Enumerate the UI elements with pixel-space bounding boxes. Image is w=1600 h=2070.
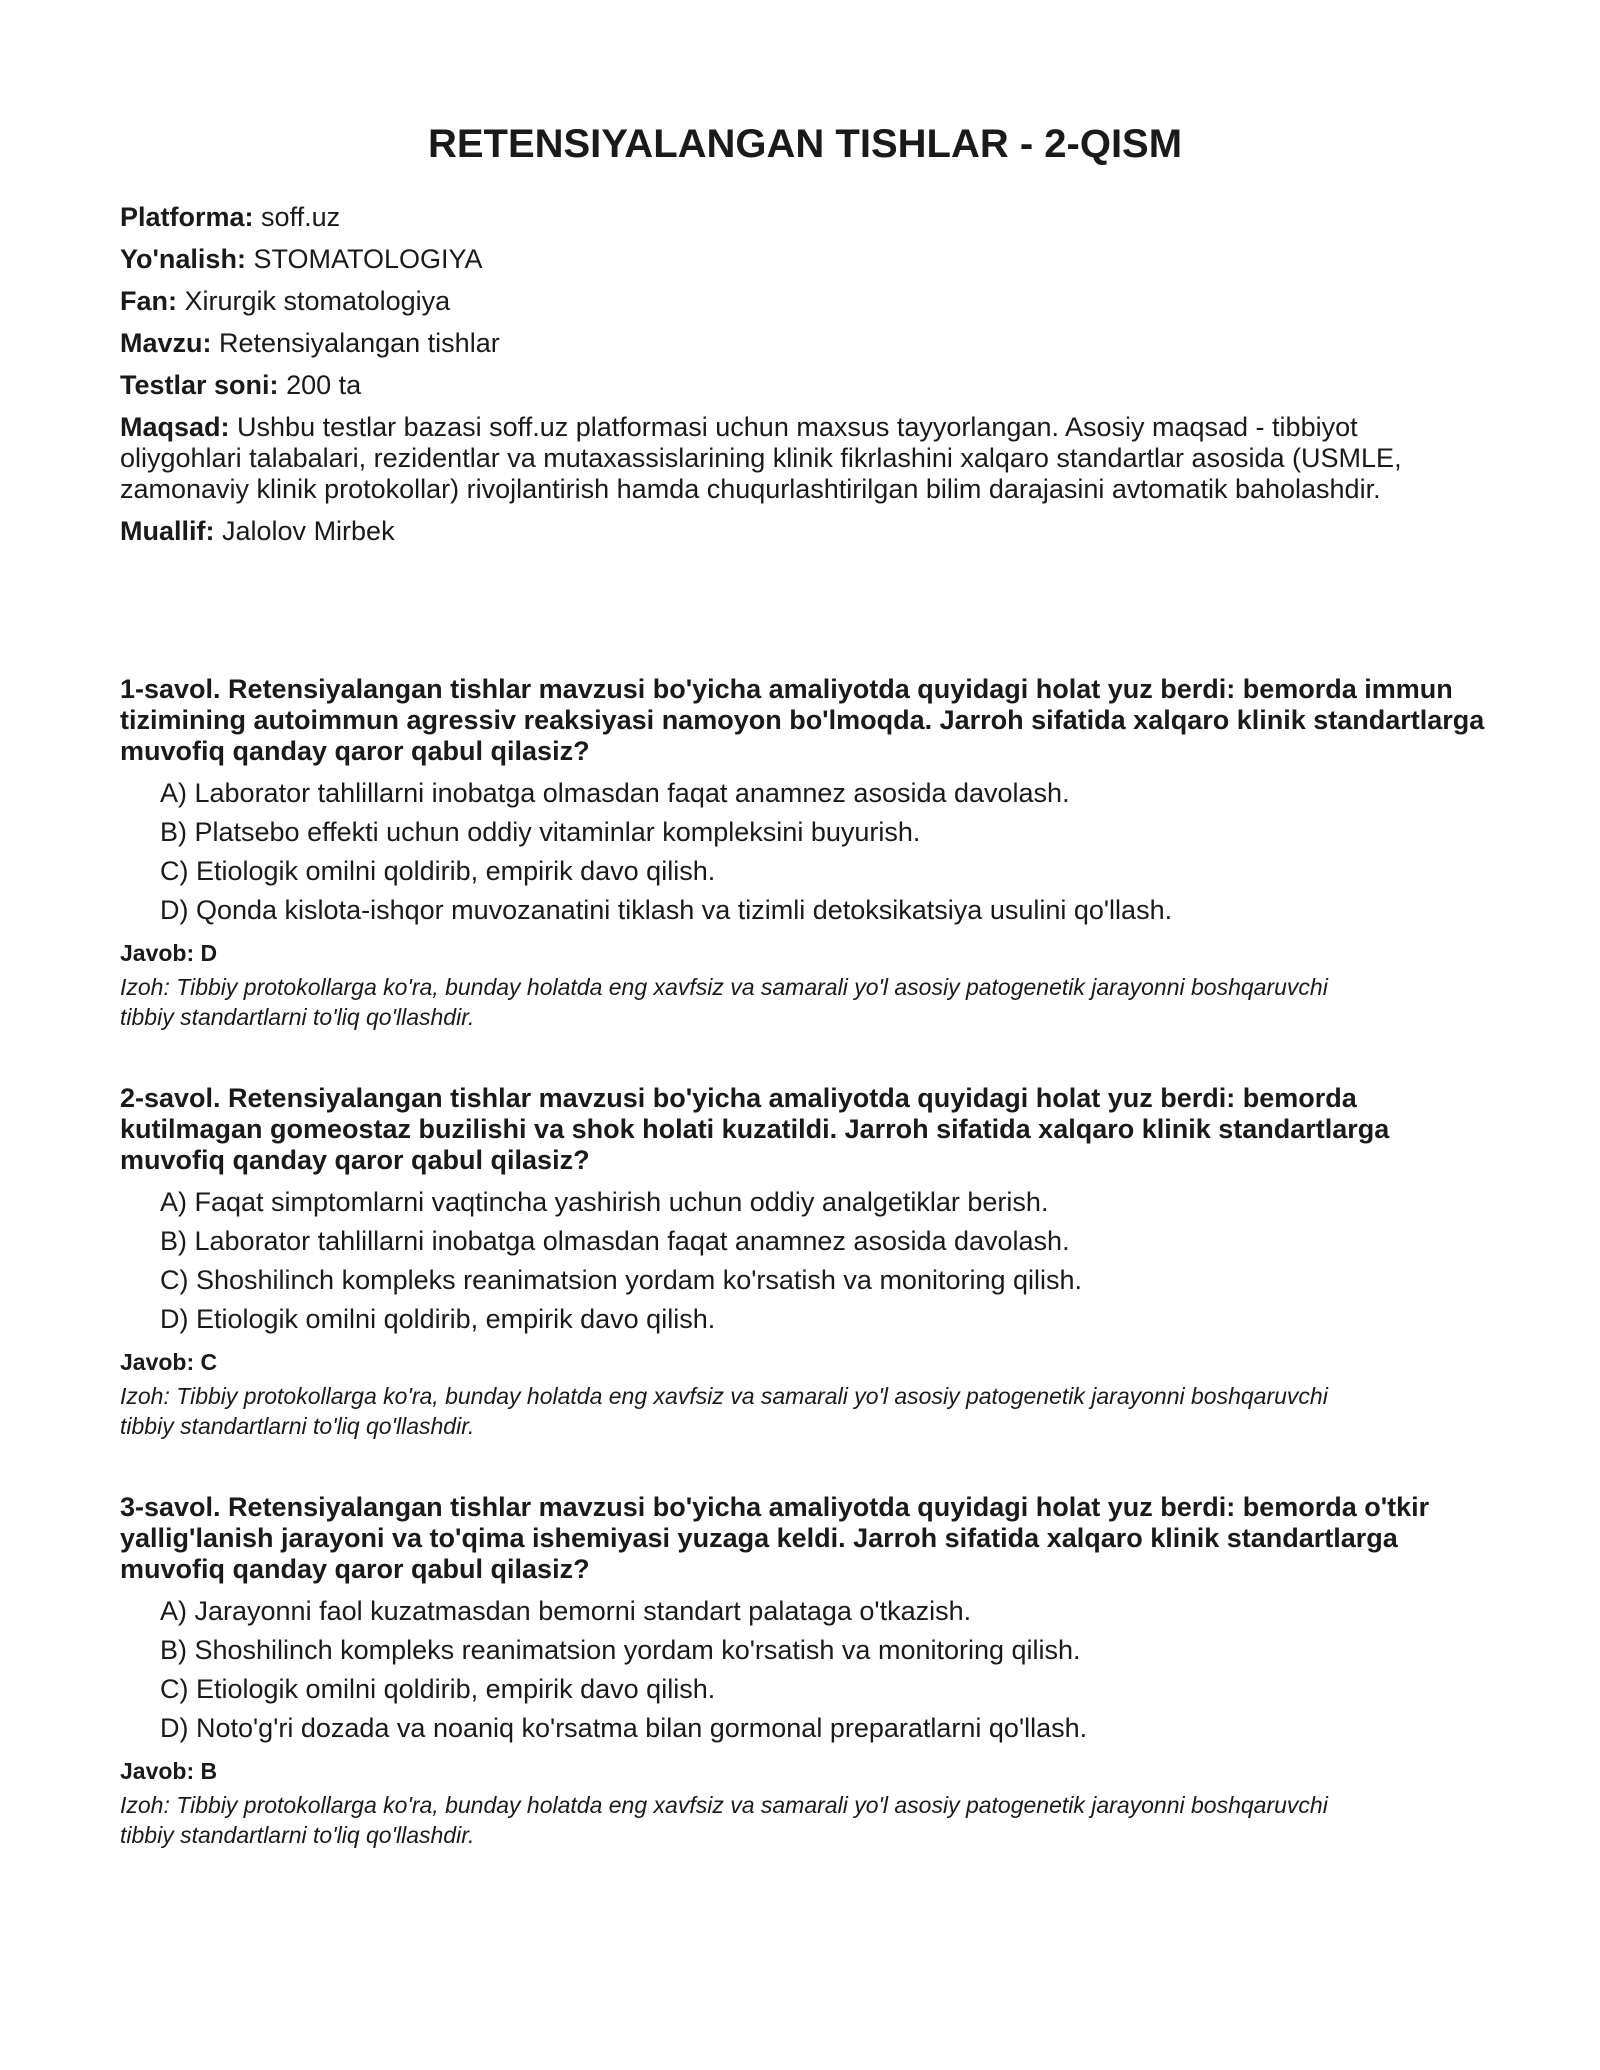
explanation: Izoh: Tibbiy protokollarga ko'ra, bunday holatda eng xavfsiz va samarali yo'l asosiy patogenetik jarayonni boshqaruvchi tibbiy standartlarni to'liq qo'llashdir. xyxy=(120,1383,1328,1439)
option-d: D) Noto'g'ri dozada va noaniq ko'rsatma bilan gormonal preparatlarni qo'llash. xyxy=(160,1713,1088,1743)
meta-value: Jalolov Mirbek xyxy=(222,516,395,546)
answer: Javob: B xyxy=(120,1758,218,1784)
document-title: RETENSIYALANGAN TISHLAR - 2-QISM xyxy=(427,122,1183,166)
metadata-section xyxy=(120,202,1465,558)
meta-key: Mavzu: xyxy=(120,328,212,358)
answer: Javob: D xyxy=(120,940,218,966)
option-c: C) Etiologik omilni qoldirib, empirik davo qilish. xyxy=(160,856,716,886)
meta-row-subject xyxy=(120,286,1465,317)
meta-key: Maqsad: xyxy=(120,412,230,442)
meta-row-test-count xyxy=(120,370,1465,401)
option-list xyxy=(120,1187,1490,1335)
question-text: 1-savol. Retensiyalangan tishlar mavzusi bo'yicha amaliyotda quyidagi holat yuz berdi: bemorda immun tizimining autoimmun agressiv reaksiyasi namoyon bo'lmoqda. Jarroh sifatida xalqaro klinik standartlarga muvofiq qanday qaror qabul qilasiz? xyxy=(120,674,1485,766)
meta-key: Platforma: xyxy=(120,202,254,232)
meta-value: Retensiyalangan tishlar xyxy=(219,328,500,358)
meta-value: soff.uz xyxy=(261,202,341,232)
meta-value: 200 ta xyxy=(286,370,362,400)
meta-row-author xyxy=(120,516,1465,547)
meta-key: Muallif: xyxy=(120,516,215,546)
option-b: B) Platsebo effekti uchun oddiy vitaminlar kompleksini buyurish. xyxy=(160,817,921,847)
option-a: A) Faqat simptomlarni vaqtincha yashirish uchun oddiy analgetiklar berish. xyxy=(160,1187,1049,1217)
question-text: 2-savol. Retensiyalangan tishlar mavzusi bo'yicha amaliyotda quyidagi holat yuz berdi: bemorda kutilmagan gomeostaz buzilishi va shok holati kuzatildi. Jarroh sifatida xalqaro klinik standartlarga muvofiq qanday qaror qabul qilasiz? xyxy=(120,1083,1390,1175)
question-3 xyxy=(120,1492,1490,1901)
questions-section xyxy=(120,674,1490,1901)
meta-row-direction xyxy=(120,244,1465,275)
question-1 xyxy=(120,674,1490,1083)
option-a: A) Laborator tahlillarni inobatga olmasdan faqat anamnez asosida davolash. xyxy=(160,778,1070,808)
meta-value: STOMATOLOGIYA xyxy=(253,244,483,274)
meta-value: Xirurgik stomatologiya xyxy=(184,286,451,316)
meta-row-platform xyxy=(120,202,1465,233)
meta-value: Ushbu testlar bazasi soff.uz platformasi uchun maxsus tayyorlangan. Asosiy maqsad - tibbiyot oliygohlari talabalari, rezidentlar va mutaxassislarining klinik fikrlashini xalqaro standartlar asosida (USMLE, zamonaviy klinik protokollar) rivojlantirish hamda chuqurlashtirilgan bilim darajasini avtomatik baholashdir. xyxy=(120,412,1402,504)
question-text: 3-savol. Retensiyalangan tishlar mavzusi bo'yicha amaliyotda quyidagi holat yuz berdi: bemorda o'tkir yallig'lanish jarayoni va to'qima ishemiyasi yuzaga keldi. Jarroh sifatida xalqaro klinik standartlarga muvofiq qanday qaror qabul qilasiz? xyxy=(120,1492,1430,1584)
option-a: A) Jarayonni faol kuzatmasdan bemorni standart palataga o'tkazish. xyxy=(160,1596,972,1626)
option-list xyxy=(120,1596,1490,1744)
meta-key: Yo'nalish: xyxy=(120,244,246,274)
question-2 xyxy=(120,1083,1490,1492)
answer: Javob: C xyxy=(120,1349,218,1375)
option-c: C) Shoshilinch kompleks reanimatsion yordam ko'rsatish va monitoring qilish. xyxy=(160,1265,1083,1295)
option-b: B) Shoshilinch kompleks reanimatsion yordam ko'rsatish va monitoring qilish. xyxy=(160,1635,1081,1665)
meta-row-topic xyxy=(120,328,1465,359)
option-list xyxy=(120,778,1490,926)
meta-row-purpose xyxy=(120,412,1465,505)
option-b: B) Laborator tahlillarni inobatga olmasdan faqat anamnez asosida davolash. xyxy=(160,1226,1070,1256)
option-d: D) Etiologik omilni qoldirib, empirik davo qilish. xyxy=(160,1304,716,1334)
explanation: Izoh: Tibbiy protokollarga ko'ra, bunday holatda eng xavfsiz va samarali yo'l asosiy patogenetik jarayonni boshqaruvchi tibbiy standartlarni to'liq qo'llashdir. xyxy=(120,1792,1328,1848)
option-d: D) Qonda kislota-ishqor muvozanatini tiklash va tizimli detoksikatsiya usulini qo'llash. xyxy=(160,895,1173,925)
meta-key: Testlar soni: xyxy=(120,370,279,400)
option-c: C) Etiologik omilni qoldirib, empirik davo qilish. xyxy=(160,1674,716,1704)
explanation: Izoh: Tibbiy protokollarga ko'ra, bunday holatda eng xavfsiz va samarali yo'l asosiy patogenetik jarayonni boshqaruvchi tibbiy standartlarni to'liq qo'llashdir. xyxy=(120,974,1328,1030)
meta-key: Fan: xyxy=(120,286,177,316)
